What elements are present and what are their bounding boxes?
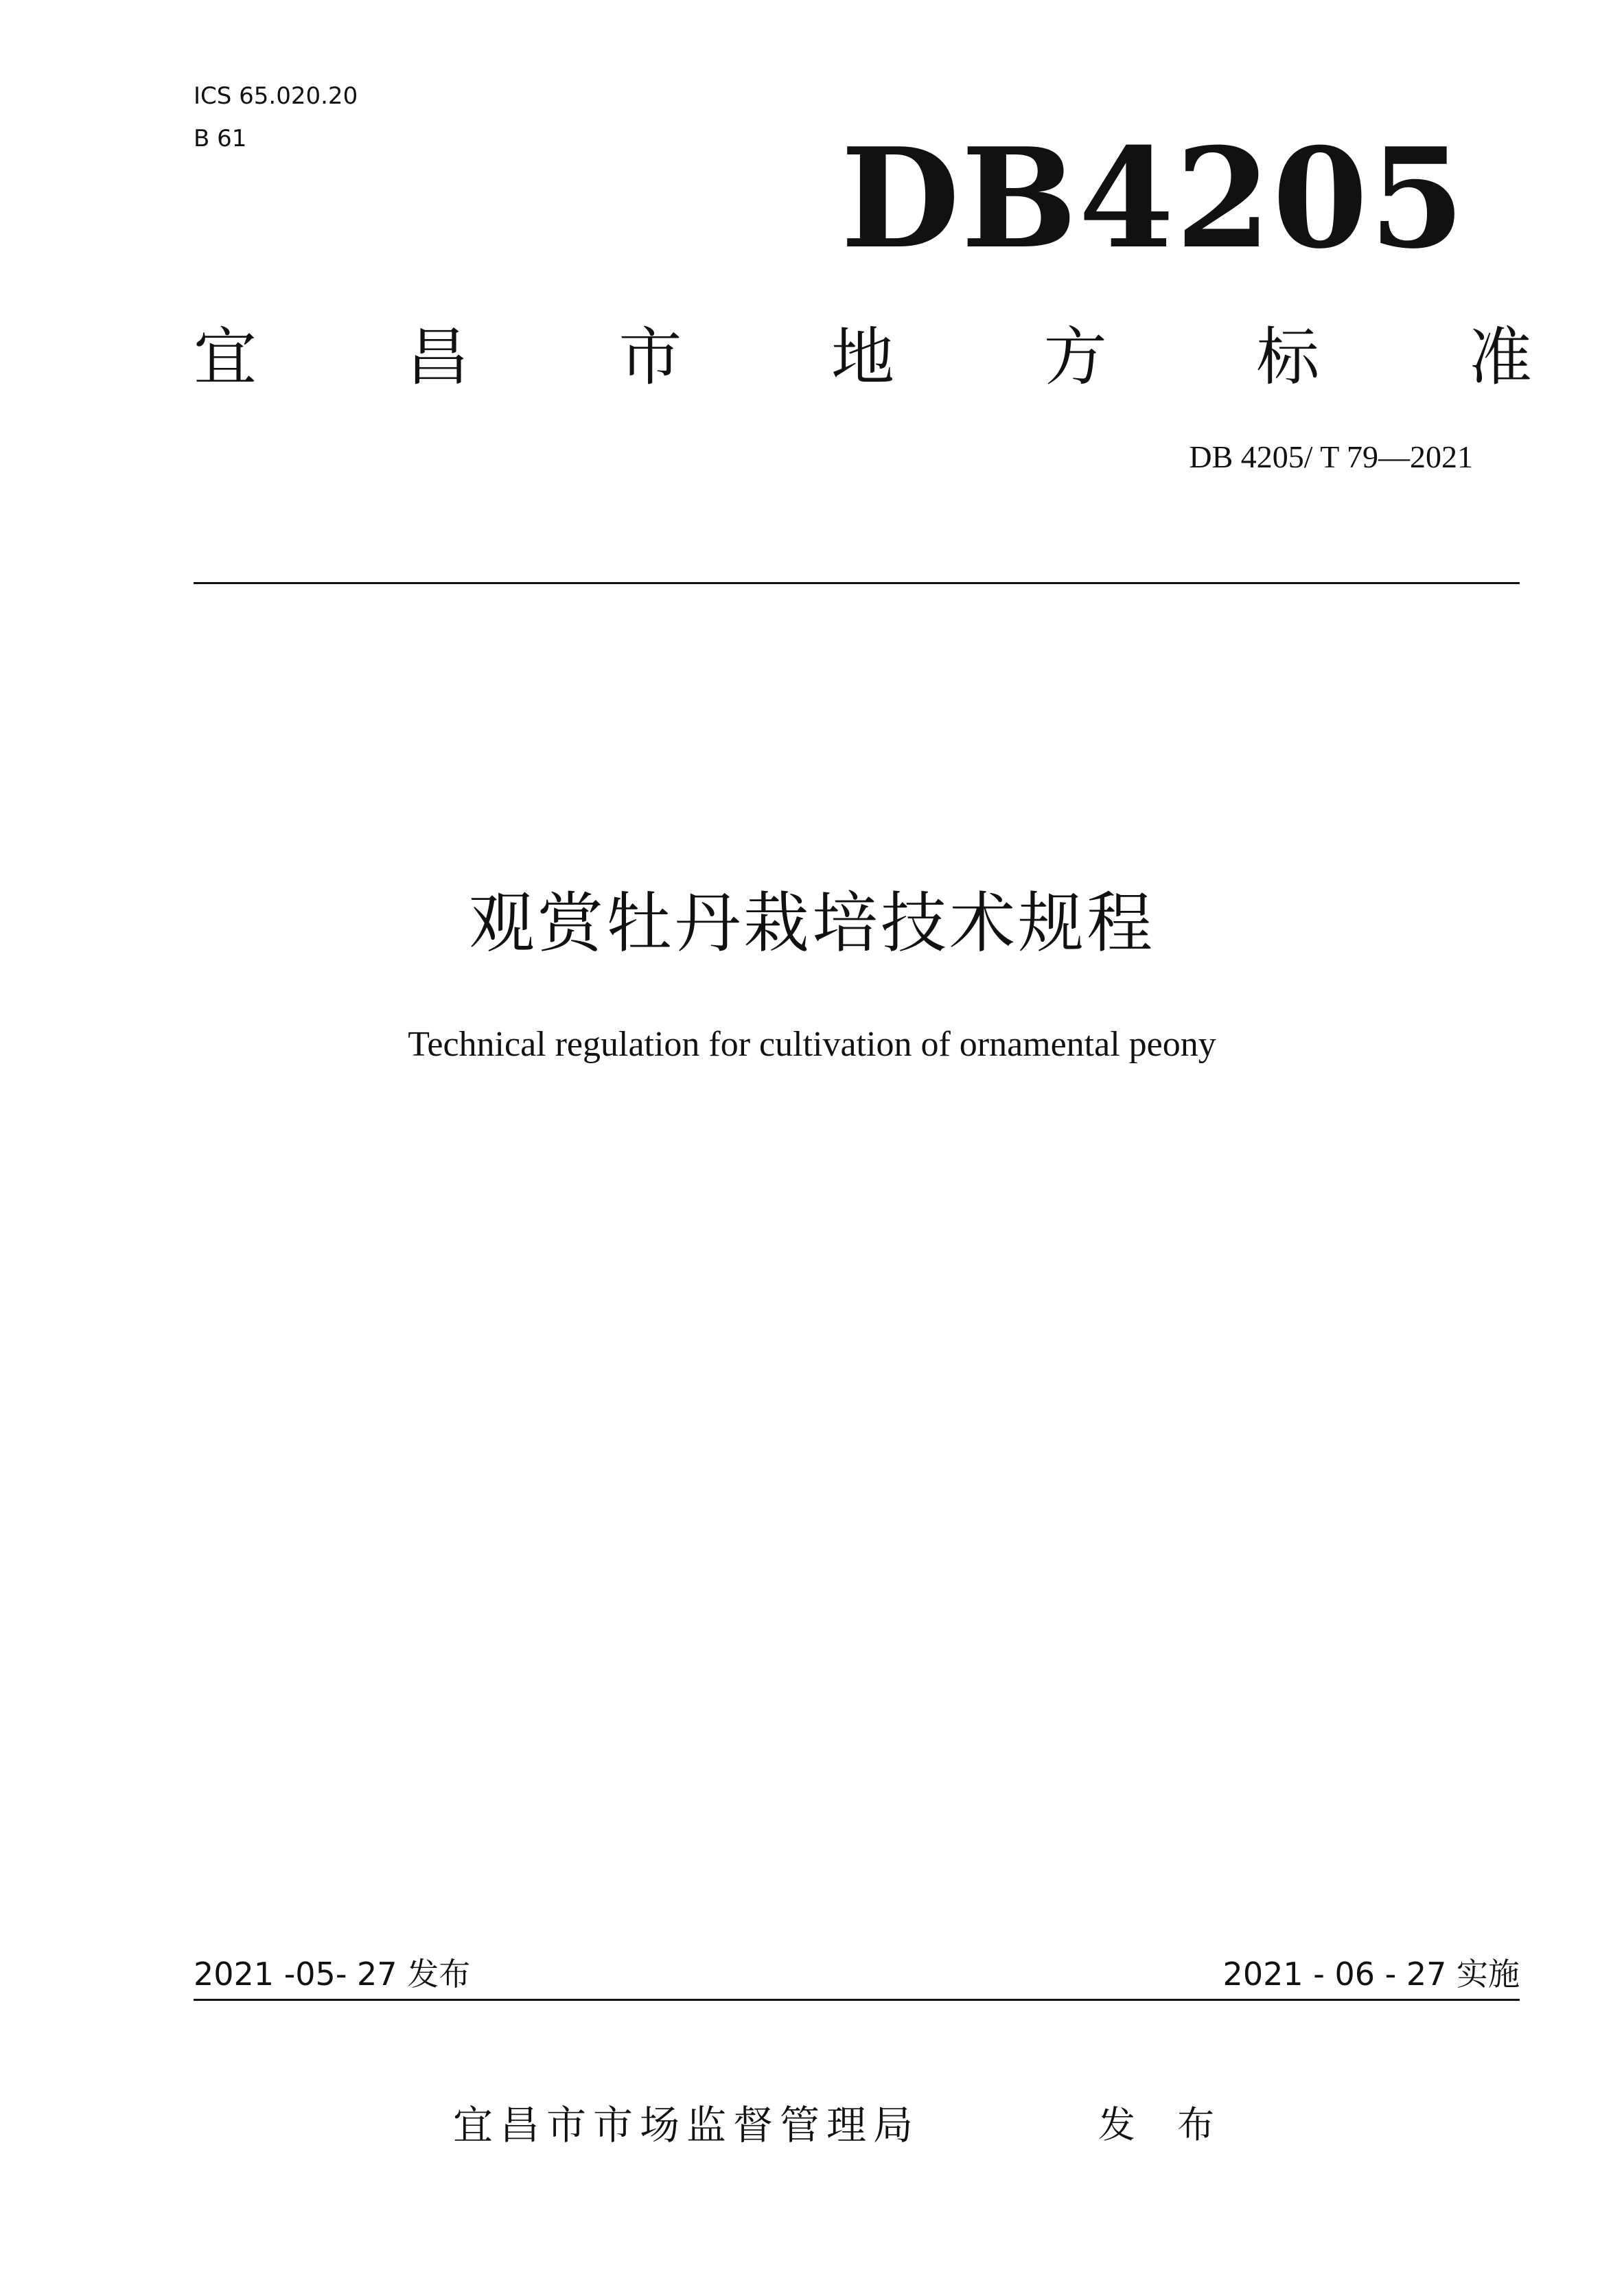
publish-date: 2021 -05- 27 发布 [194,1956,471,1993]
issuing-authority: 宜昌市市场监督管理局 [453,2102,920,2148]
standard-code-logo: DB4205 [840,118,1466,279]
footer-divider [194,1999,1520,2001]
ccs-code: B 61 [194,125,247,152]
header-divider [194,582,1520,584]
standard-level-char: 方 [1043,321,1107,394]
document-title-cn: 观赏牡丹栽培技术规程 [469,885,1155,962]
standard-level-char: 宜 [194,321,257,394]
standard-level-char: 准 [1468,321,1532,394]
standard-level-char: 市 [618,321,682,394]
standard-level-title [194,313,1532,402]
implement-date: 2021 - 06 - 27 实施 [1222,1956,1520,1993]
document-title-en: Technical regulation for cultivation of ornamental peony [408,1025,1216,1064]
standard-level-char: 昌 [406,321,469,394]
standard-number: DB 4205/ T 79—2021 [1189,439,1473,474]
issue-label: 发 布 [1098,2103,1230,2146]
standard-level-char: 地 [831,321,894,394]
standard-level-char: 标 [1256,321,1320,394]
ics-code: ICS 65.020.20 [194,82,358,110]
